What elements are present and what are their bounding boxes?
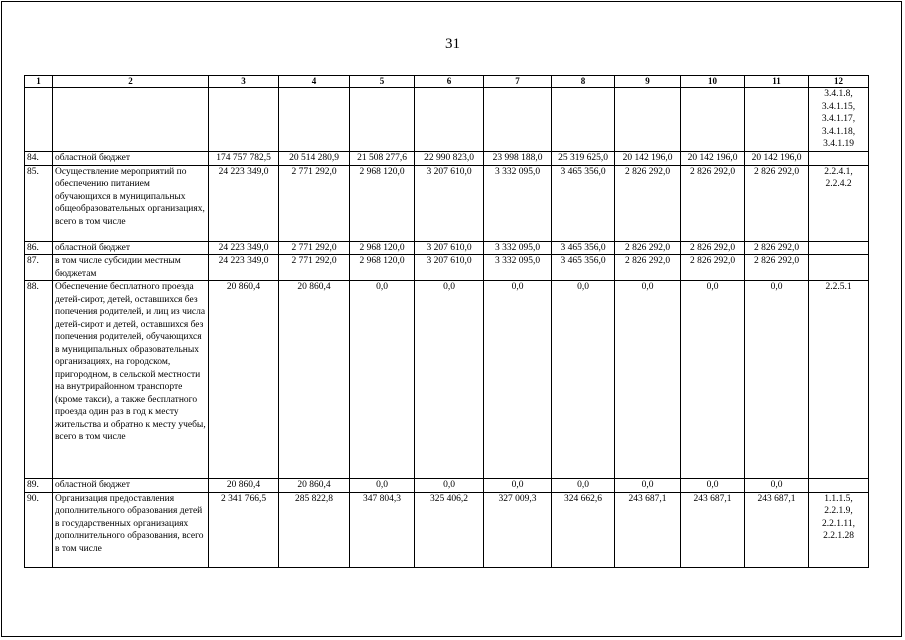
column-header-5: 5 [350,76,415,88]
value-cell [552,88,615,152]
value-cell: 0,0 [552,281,615,479]
reference-codes [809,479,869,493]
value-cell: 3 207 610,0 [415,241,484,255]
value-cell: 2 826 292,0 [745,241,809,255]
value-cell: 0,0 [484,479,552,493]
row-number: 89. [25,479,53,493]
value-cell: 2 771 292,0 [279,241,350,255]
value-cell: 20 142 196,0 [745,152,809,166]
row-number: 88. [25,281,53,479]
value-cell: 2 968 120,0 [350,241,415,255]
column-header-1: 1 [25,76,53,88]
value-cell: 0,0 [350,479,415,493]
row-number: 85. [25,165,53,241]
value-cell [681,88,745,152]
value-cell [279,88,350,152]
value-cell: 0,0 [415,281,484,479]
value-cell: 2 771 292,0 [279,165,350,241]
value-cell: 0,0 [350,281,415,479]
value-cell: 0,0 [484,281,552,479]
column-header-10: 10 [681,76,745,88]
value-cell: 2 826 292,0 [745,255,809,281]
page-number: 31 [445,36,460,52]
value-cell: 20 142 196,0 [681,152,745,166]
value-cell: 3 207 610,0 [415,165,484,241]
value-cell: 20 514 280,9 [279,152,350,166]
value-cell: 24 223 349,0 [209,165,279,241]
value-cell: 24 223 349,0 [209,241,279,255]
value-cell: 285 822,8 [279,492,350,567]
table-row [25,88,869,152]
value-cell: 0,0 [681,479,745,493]
column-header-3: 3 [209,76,279,88]
row-name: областной бюджет [53,241,209,255]
value-cell: 325 406,2 [415,492,484,567]
value-cell [209,88,279,152]
value-cell: 0,0 [415,479,484,493]
row-number: 87. [25,255,53,281]
value-cell [615,88,681,152]
table-row [25,165,869,241]
value-cell: 20 142 196,0 [615,152,681,166]
value-cell: 2 968 120,0 [350,165,415,241]
row-name: Осуществление мероприятий по обеспечению питанием обучающихся в муниципальных общеобразовательных организациях, всего в том числе [53,165,209,241]
table-row [25,241,869,255]
reference-codes [809,152,869,166]
table-row [25,479,869,493]
value-cell: 174 757 782,5 [209,152,279,166]
value-cell [350,88,415,152]
column-header-2: 2 [53,76,209,88]
value-cell: 243 687,1 [615,492,681,567]
value-cell: 243 687,1 [745,492,809,567]
value-cell: 0,0 [552,479,615,493]
value-cell [415,88,484,152]
row-number: 84. [25,152,53,166]
column-header-7: 7 [484,76,552,88]
row-number: 86. [25,241,53,255]
value-cell: 3 465 356,0 [552,165,615,241]
reference-codes: 2.2.4.1, 2.2.4.2 [809,165,869,241]
reference-codes: 3.4.1.8, 3.4.1.15, 3.4.1.17, 3.4.1.18, 3.4.1.19 [809,88,869,152]
column-header-6: 6 [415,76,484,88]
value-cell: 0,0 [615,479,681,493]
value-cell: 2 826 292,0 [681,165,745,241]
column-header-8: 8 [552,76,615,88]
row-name: в том числе субсидии местным бюджетам [53,255,209,281]
value-cell: 2 826 292,0 [615,241,681,255]
row-number [25,88,53,152]
budget-table [24,75,869,568]
value-cell: 20 860,4 [209,479,279,493]
value-cell: 3 465 356,0 [552,255,615,281]
header-row [25,76,869,88]
value-cell [484,88,552,152]
value-cell: 25 319 625,0 [552,152,615,166]
value-cell: 2 826 292,0 [615,165,681,241]
column-header-11: 11 [745,76,809,88]
value-cell: 3 332 095,0 [484,165,552,241]
value-cell: 2 826 292,0 [745,165,809,241]
row-number: 90. [25,492,53,567]
column-header-12: 12 [809,76,869,88]
value-cell: 3 465 356,0 [552,241,615,255]
value-cell: 2 826 292,0 [681,241,745,255]
table-row [25,255,869,281]
reference-codes: 2.2.5.1 [809,281,869,479]
value-cell: 2 771 292,0 [279,255,350,281]
table-row [25,281,869,479]
reference-codes [809,255,869,281]
table-row [25,152,869,166]
value-cell: 20 860,4 [279,479,350,493]
value-cell: 23 998 188,0 [484,152,552,166]
value-cell: 2 341 766,5 [209,492,279,567]
value-cell: 324 662,6 [552,492,615,567]
column-header-4: 4 [279,76,350,88]
column-header-9: 9 [615,76,681,88]
value-cell: 3 207 610,0 [415,255,484,281]
table-row [25,492,869,567]
row-name: областной бюджет [53,152,209,166]
value-cell: 327 009,3 [484,492,552,567]
value-cell: 0,0 [745,479,809,493]
value-cell: 0,0 [681,281,745,479]
value-cell: 20 860,4 [279,281,350,479]
reference-codes [809,241,869,255]
value-cell: 0,0 [745,281,809,479]
value-cell [745,88,809,152]
reference-codes: 1.1.1.5, 2.2.1.9, 2.2.1.11, 2.2.1.28 [809,492,869,567]
row-name: Обеспечение бесплатного проезда детей-сирот, детей, оставшихся без попечения родителей, и лиц из числа детей-сирот и детей, оставшихся без попечения родителей, обучающихся в муниципальных образовательных организациях, на городском, пригородном, в сельской местности на внутрирайонном транспорте (кроме такси), а также бесплатного проезда один раз в год к месту жительства и обратно к месту учебы, всего в том числе [53,281,209,479]
value-cell: 2 826 292,0 [615,255,681,281]
row-name: Организация предоставления дополнительного образования детей в государственных организациях дополнительного образования, всего в том числе [53,492,209,567]
value-cell: 3 332 095,0 [484,255,552,281]
value-cell: 21 508 277,6 [350,152,415,166]
row-name [53,88,209,152]
value-cell: 24 223 349,0 [209,255,279,281]
value-cell: 22 990 823,0 [415,152,484,166]
value-cell: 0,0 [615,281,681,479]
row-name: областной бюджет [53,479,209,493]
value-cell: 243 687,1 [681,492,745,567]
value-cell: 2 826 292,0 [681,255,745,281]
value-cell: 3 332 095,0 [484,241,552,255]
value-cell: 2 968 120,0 [350,255,415,281]
value-cell: 347 804,3 [350,492,415,567]
value-cell: 20 860,4 [209,281,279,479]
